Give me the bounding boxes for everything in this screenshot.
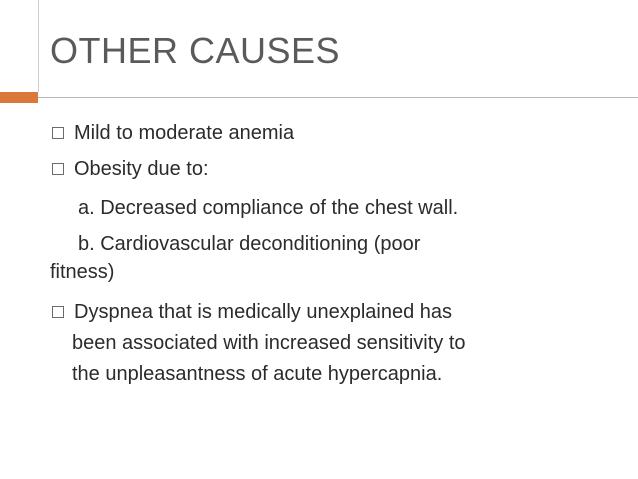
bullet-text-dyspnea-cont-1: been associated with increased sensitivity to [72,332,466,354]
accent-bar [0,92,38,103]
title-vertical-rule [38,0,39,92]
bullet-text-dyspnea-cont-2: the unpleasantness of acute hypercapnia. [72,363,443,385]
bullet-text-obesity: Obesity due to: [74,158,209,180]
slide-title: OTHER CAUSES [50,30,341,71]
bullet-icon [52,306,64,318]
sub-line-b: b. Cardiovascular deconditioning (poor [78,233,421,255]
bullet-text-anemia: Mild to moderate anemia [74,122,295,144]
title-rule [38,97,638,98]
bullet-icon [52,163,64,175]
bullet-text-dyspnea: Dyspnea that is medically unexplained has [74,301,452,323]
sub-line-b-cont: fitness) [50,261,115,283]
sub-line-a: a. Decreased compliance of the chest wall. [78,197,459,219]
bullet-icon [52,127,64,139]
